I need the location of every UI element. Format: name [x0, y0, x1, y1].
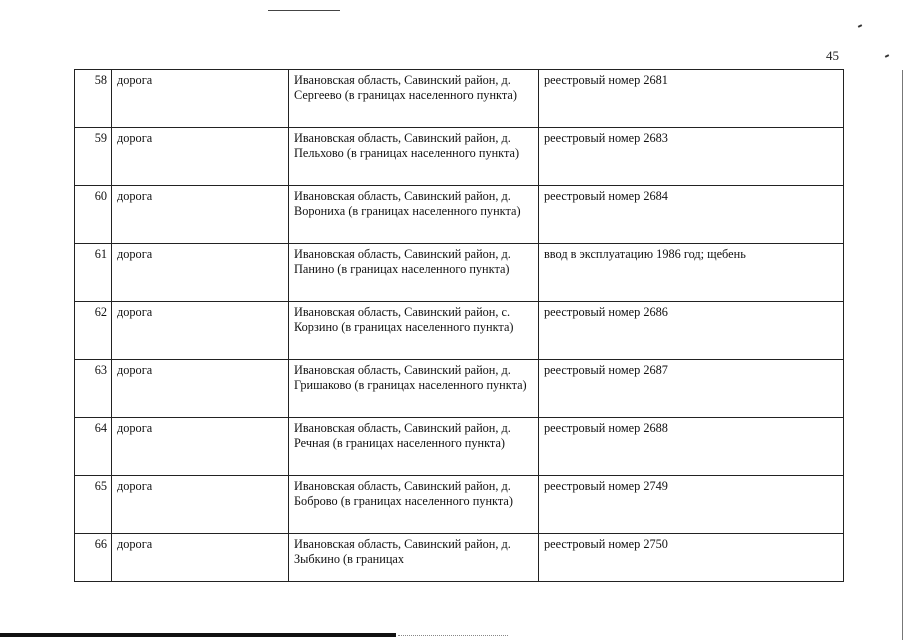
row-number: 61 — [75, 244, 112, 302]
row-number: 65 — [75, 476, 112, 534]
object-info: реестровый номер 2750 — [539, 534, 844, 582]
table-row — [75, 244, 844, 302]
registry-table — [74, 69, 844, 582]
object-name: дорога — [112, 128, 289, 186]
object-info: реестровый номер 2681 — [539, 70, 844, 128]
object-address: Ивановская область, Савинский район, д. Панино (в границах населенного пункта) — [289, 244, 539, 302]
scan-speck — [885, 54, 889, 58]
object-info: реестровый номер 2749 — [539, 476, 844, 534]
page-edge — [902, 70, 903, 640]
object-name: дорога — [112, 302, 289, 360]
object-info: реестровый номер 2688 — [539, 418, 844, 476]
object-address: Ивановская область, Савинский район, с. Корзино (в границах населенного пункта) — [289, 302, 539, 360]
object-info: реестровый номер 2686 — [539, 302, 844, 360]
scan-bottom-dots — [398, 635, 508, 637]
object-name: дорога — [112, 534, 289, 582]
scan-bottom-bar — [0, 633, 396, 637]
object-info: реестровый номер 2687 — [539, 360, 844, 418]
object-name: дорога — [112, 244, 289, 302]
object-address: Ивановская область, Савинский район, д. Зыбкино (в границах — [289, 534, 539, 582]
row-number: 59 — [75, 128, 112, 186]
object-name: дорога — [112, 360, 289, 418]
table-row — [75, 70, 844, 128]
object-name: дорога — [112, 186, 289, 244]
row-number: 66 — [75, 534, 112, 582]
table-row — [75, 128, 844, 186]
object-address: Ивановская область, Савинский район, д. Речная (в границах населенного пункта) — [289, 418, 539, 476]
table-row — [75, 418, 844, 476]
table-row — [75, 186, 844, 244]
page-number: 45 — [826, 48, 839, 63]
row-number: 60 — [75, 186, 112, 244]
table-row — [75, 302, 844, 360]
row-number: 64 — [75, 418, 112, 476]
row-number: 63 — [75, 360, 112, 418]
object-address: Ивановская область, Савинский район, д. Сергеево (в границах населенного пункта) — [289, 70, 539, 128]
object-name: дорога — [112, 418, 289, 476]
object-address: Ивановская область, Савинский район, д. Пельхово (в границах населенного пункта) — [289, 128, 539, 186]
table-row — [75, 534, 844, 582]
object-address: Ивановская область, Савинский район, д. Гришаково (в границах населенного пункта) — [289, 360, 539, 418]
object-info: реестровый номер 2683 — [539, 128, 844, 186]
table-row — [75, 476, 844, 534]
object-address: Ивановская область, Савинский район, д. Ворониха (в границах населенного пункта) — [289, 186, 539, 244]
object-name: дорога — [112, 70, 289, 128]
row-number: 58 — [75, 70, 112, 128]
scan-speck — [858, 24, 862, 28]
object-info: ввод в эксплуатацию 1986 год; щебень — [539, 244, 844, 302]
header-rule — [268, 10, 340, 11]
object-info: реестровый номер 2684 — [539, 186, 844, 244]
row-number: 62 — [75, 302, 112, 360]
object-name: дорога — [112, 476, 289, 534]
table-row — [75, 360, 844, 418]
object-address: Ивановская область, Савинский район, д. Боброво (в границах населенного пункта) — [289, 476, 539, 534]
